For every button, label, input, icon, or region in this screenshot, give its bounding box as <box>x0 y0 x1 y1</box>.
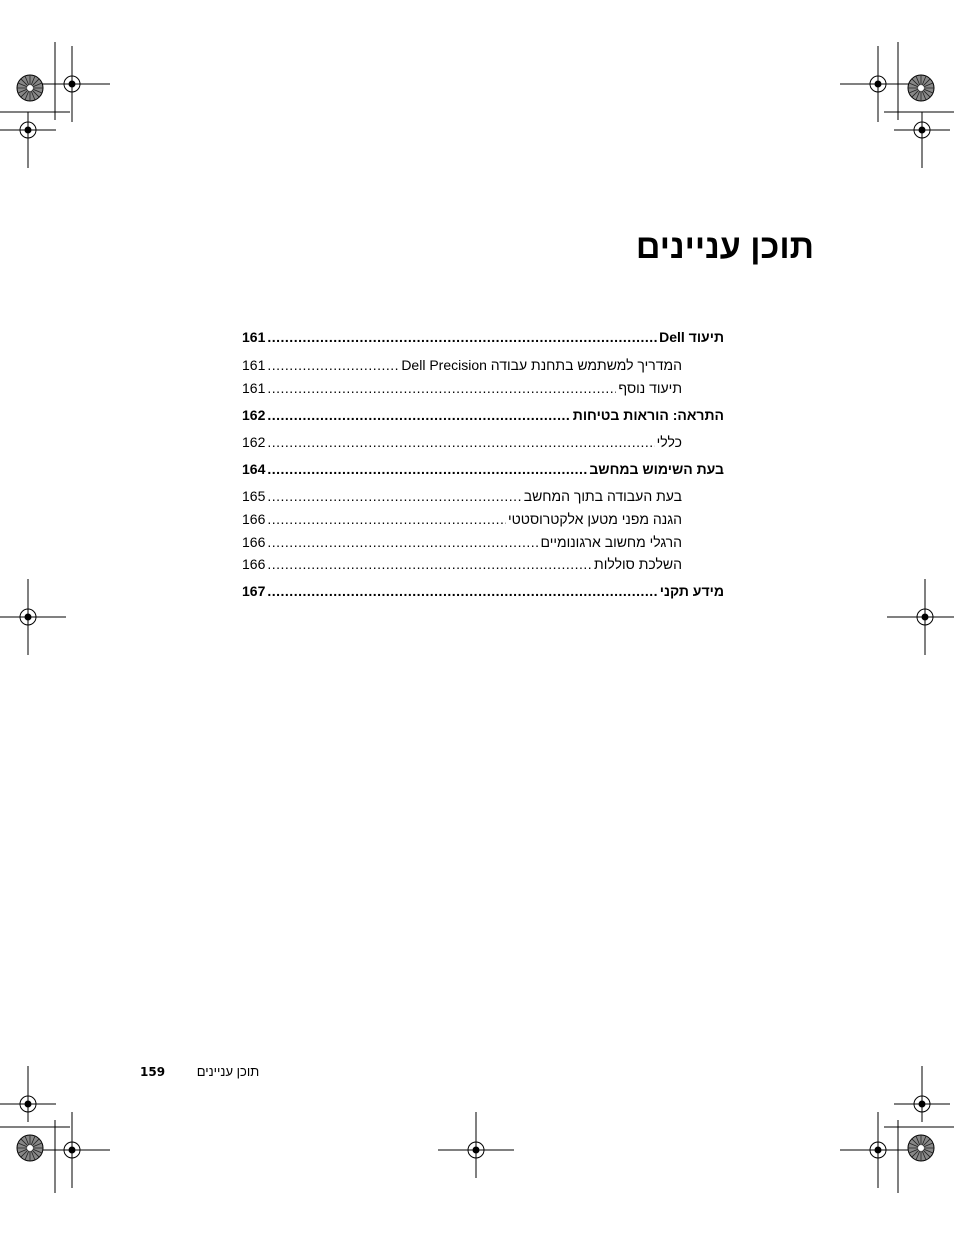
page-footer <box>140 1064 259 1079</box>
toc-entry-label: כללי <box>656 434 682 450</box>
dot-leader <box>267 535 538 549</box>
toc-entry[interactable] <box>242 358 724 372</box>
toc-entry-label: הגנה מפני מטען אלקטרוסטטי <box>508 511 682 527</box>
toc-entry-page: 164 <box>242 461 266 477</box>
toc-entry-page: 161 <box>242 329 266 345</box>
toc-entry-page: 166 <box>242 534 266 550</box>
toc-entry-page: 162 <box>242 434 266 450</box>
toc-entry-label: מידע תקני <box>659 583 724 599</box>
dot-leader <box>267 462 587 476</box>
toc-entry-label: המדריך למשתמש בתחנת עבודה Dell Precision <box>401 357 682 373</box>
starburst-target-icon <box>17 1135 43 1161</box>
registration-crosshair-icon <box>0 1066 56 1122</box>
toc-entry-page: 162 <box>242 407 266 423</box>
starburst-target-icon <box>17 75 43 101</box>
registration-crosshair-icon <box>34 1112 110 1188</box>
toc-entry-page: 161 <box>242 357 266 373</box>
toc-entry[interactable] <box>242 584 724 598</box>
toc-entry-label: התראה: הוראות בטיחות <box>572 407 724 423</box>
registration-crosshair-icon <box>894 112 950 168</box>
dot-leader <box>267 408 570 422</box>
toc-entry[interactable] <box>242 462 724 476</box>
dot-leader <box>267 330 657 344</box>
dot-leader <box>267 381 616 395</box>
registration-crosshair-icon <box>840 46 916 122</box>
toc-entry[interactable] <box>242 330 724 344</box>
toc-entry[interactable] <box>242 557 724 571</box>
toc-entry[interactable] <box>242 381 724 395</box>
dot-leader <box>267 512 506 526</box>
toc-entry[interactable] <box>242 512 724 526</box>
dot-leader <box>267 557 592 571</box>
registration-crosshair-icon <box>894 1066 950 1122</box>
registration-crosshair-icon <box>0 112 56 168</box>
toc-entry[interactable] <box>242 435 724 449</box>
registration-crosshair-icon <box>840 1112 916 1188</box>
running-title: תוכן עניינים <box>196 1064 260 1079</box>
dot-leader <box>267 358 399 372</box>
toc-entry[interactable] <box>242 408 724 422</box>
registration-crosshair-icon <box>0 579 66 655</box>
starburst-target-icon <box>908 75 934 101</box>
starburst-target-icon <box>908 1135 934 1161</box>
dot-leader <box>267 489 521 503</box>
toc-entry[interactable] <box>242 489 724 503</box>
dot-leader <box>267 435 654 449</box>
toc-entry-label: תיעוד Dell <box>659 329 724 345</box>
page-title: תוכן עניינים <box>635 228 814 266</box>
toc-entry-label: בעת העבודה בתוך המחשב <box>523 488 682 504</box>
page-number: 159 <box>140 1065 166 1079</box>
registration-crosshair-icon <box>34 46 110 122</box>
dot-leader <box>267 584 657 598</box>
toc-entry-label: תיעוד נוסף <box>618 380 682 396</box>
toc-entry-page: 165 <box>242 488 266 504</box>
toc-entry-label: הרגלי מחשוב ארגונומיים <box>540 534 682 550</box>
toc-entry-page: 167 <box>242 583 266 599</box>
toc-entry-label: בעת השימוש במחשב <box>589 461 724 477</box>
registration-crosshair-icon <box>887 579 954 655</box>
toc-entry[interactable] <box>242 535 724 549</box>
toc-entry-page: 166 <box>242 511 266 527</box>
registration-crosshair-icon <box>438 1112 514 1178</box>
toc-entry-page: 166 <box>242 556 266 572</box>
toc-entry-page: 161 <box>242 380 266 396</box>
toc-entry-label: השלכת סוללות <box>594 556 682 572</box>
